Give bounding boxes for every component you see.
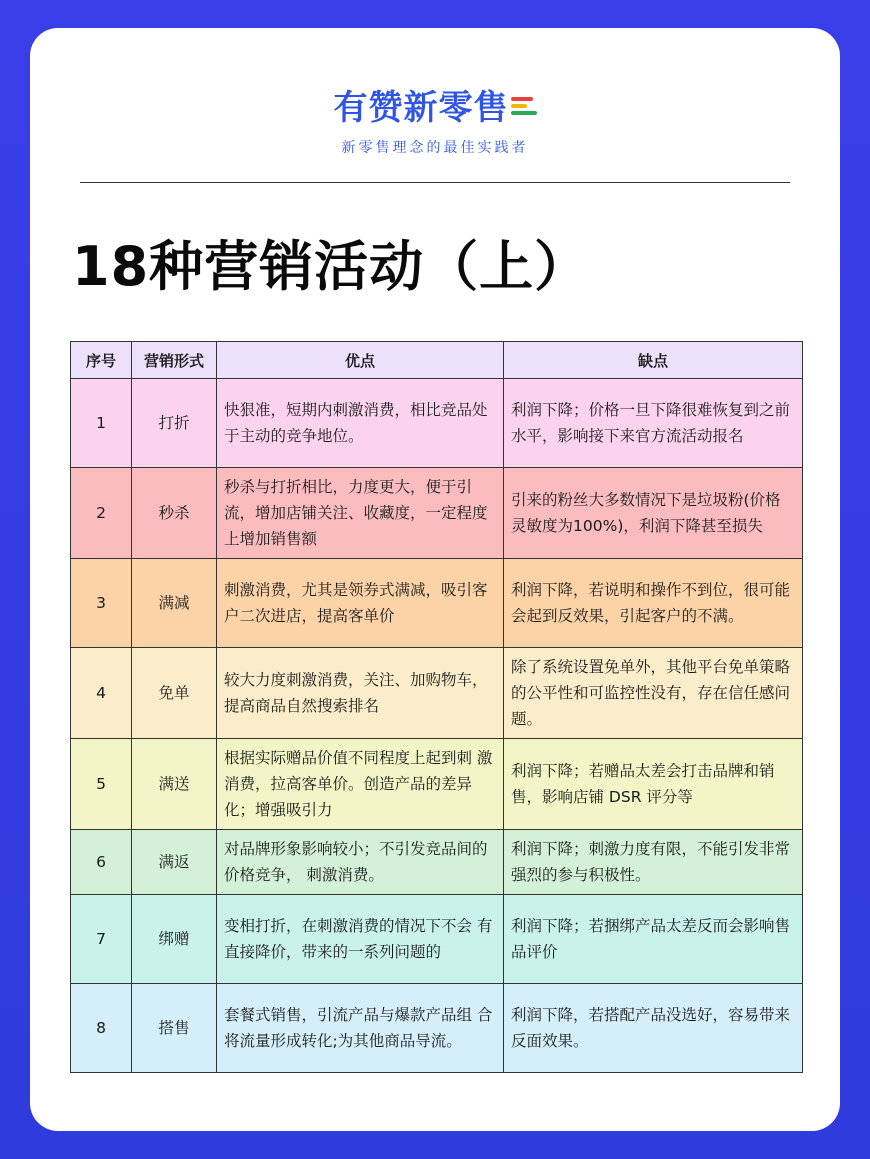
row-form: 免单 xyxy=(132,648,217,739)
header-cell-cons: 缺点 xyxy=(504,342,803,379)
brand-name: 有赞新零售 xyxy=(333,88,509,128)
table-row xyxy=(71,648,803,739)
row-cons: 利润下降；若赠品太差会打击品牌和销售，影响店铺 DSR 评分等 xyxy=(504,739,803,830)
row-num: 3 xyxy=(71,559,132,648)
row-pros: 根据实际赠品价值不同程度上起到刺 激消费，拉高客单价。创造产品的差异化；增强吸引力 xyxy=(217,739,504,830)
row-num: 5 xyxy=(71,739,132,830)
content-card xyxy=(30,28,840,1131)
brand-tagline: 新零售理念的最佳实践者 xyxy=(341,140,529,156)
row-num: 4 xyxy=(71,648,132,739)
table-header-row xyxy=(71,342,803,379)
row-pros: 变相打折，在刺激消费的情况下不会 有直接降价，带来的一系列问题的 xyxy=(217,895,504,984)
header-cell-num: 序号 xyxy=(71,342,132,379)
row-pros: 套餐式销售，引流产品与爆款产品组 合将流量形成转化;为其他商品导流。 xyxy=(217,984,504,1073)
header-cell-form: 营销形式 xyxy=(132,342,217,379)
table-row xyxy=(71,559,803,648)
table-row xyxy=(71,895,803,984)
row-pros: 秒杀与打折相比，力度更大，便于引流，增加店铺关注、收藏度，一定程度上增加销售额 xyxy=(217,468,504,559)
row-cons: 除了系统设置免单外，其他平台免单策略的公平性和可监控性没有，存在信任感问题。 xyxy=(504,648,803,739)
page-title: 18种营销活动（上） xyxy=(72,235,590,298)
row-pros: 快狠准，短期内刺激消费，相比竞品处于主动的竞争地位。 xyxy=(217,379,504,468)
table-row xyxy=(71,830,803,895)
header-divider xyxy=(80,182,790,183)
row-num: 1 xyxy=(71,379,132,468)
row-cons: 利润下降；刺激力度有限，不能引发非常强烈的参与积极性。 xyxy=(504,830,803,895)
row-num: 8 xyxy=(71,984,132,1073)
row-cons: 利润下降，若搭配产品没选好，容易带来反面效果。 xyxy=(504,984,803,1073)
row-pros: 较大力度刺激消费，关注、加购物车，提高商品自然搜索排名 xyxy=(217,648,504,739)
row-cons: 利润下降；若捆绑产品太差反而会影响售品评价 xyxy=(504,895,803,984)
row-num: 6 xyxy=(71,830,132,895)
row-num: 2 xyxy=(71,468,132,559)
row-form: 打折 xyxy=(132,379,217,468)
row-form: 搭售 xyxy=(132,984,217,1073)
row-cons: 引来的粉丝大多数情况下是垃圾粉(价格灵敏度为100%)，利润下降甚至损失 xyxy=(504,468,803,559)
row-cons: 利润下降；价格一旦下降很难恢复到之前水平，影响接下来官方流活动报名 xyxy=(504,379,803,468)
row-pros: 对品牌形象影响较小；不引发竞品间的价格竞争， 刺激消费。 xyxy=(217,830,504,895)
row-form: 绑赠 xyxy=(132,895,217,984)
row-form: 满送 xyxy=(132,739,217,830)
table-row xyxy=(71,379,803,468)
brand-bars-icon xyxy=(511,94,537,118)
row-form: 满减 xyxy=(132,559,217,648)
table-row xyxy=(71,739,803,830)
row-pros: 刺激消费，尤其是领券式满减，吸引客 户二次进店，提高客单价 xyxy=(217,559,504,648)
row-num: 7 xyxy=(71,895,132,984)
row-form: 秒杀 xyxy=(132,468,217,559)
brand-logo xyxy=(30,80,840,157)
table-row xyxy=(71,984,803,1073)
table-row xyxy=(71,468,803,559)
header-cell-pros: 优点 xyxy=(217,342,504,379)
row-form: 满返 xyxy=(132,830,217,895)
row-cons: 利润下降，若说明和操作不到位，很可能会起到反效果，引起客户的不满。 xyxy=(504,559,803,648)
marketing-table xyxy=(70,341,803,1073)
